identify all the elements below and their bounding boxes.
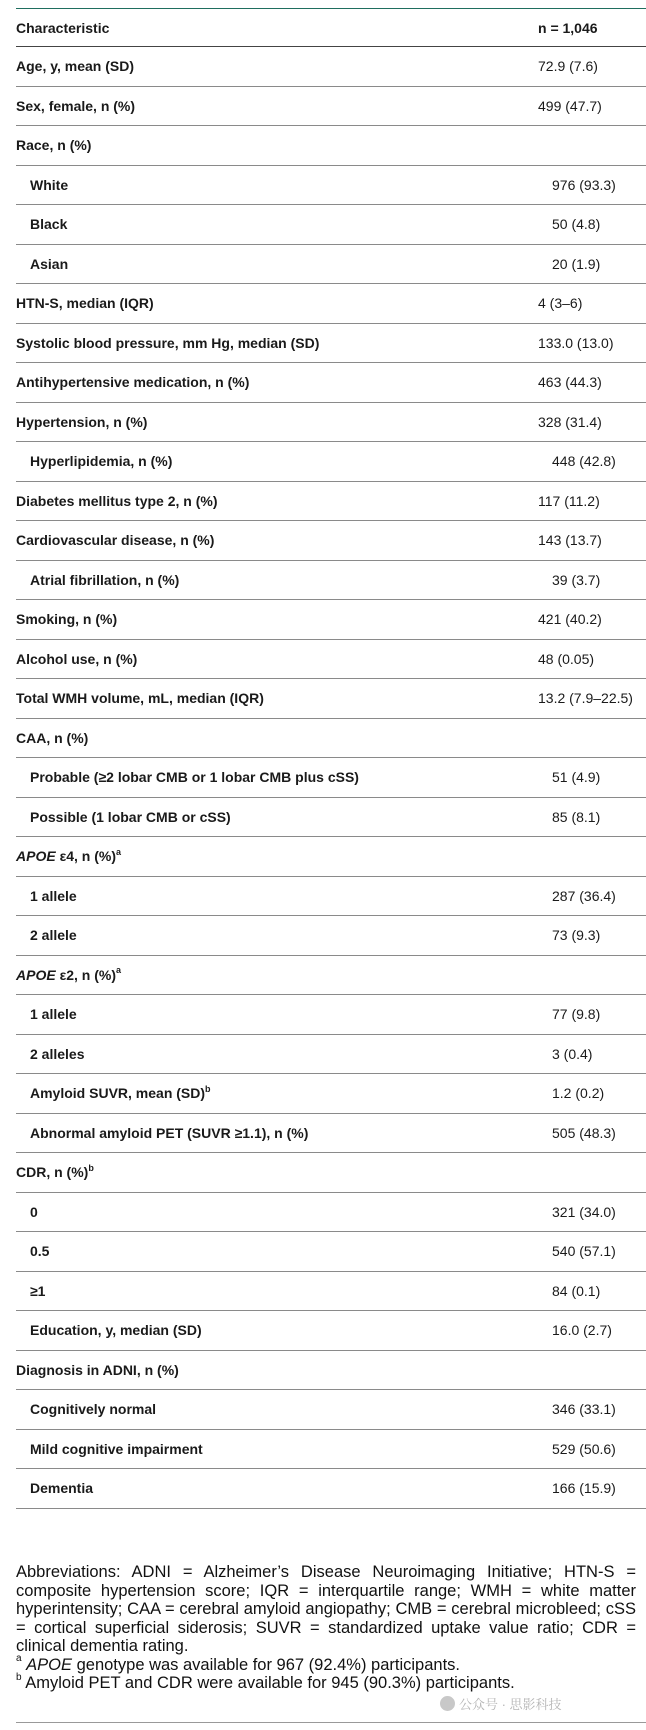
row-value: 143 (13.7) — [538, 532, 602, 549]
table-header-row — [16, 9, 646, 47]
table-row — [16, 1272, 646, 1312]
row-value: 51 (4.9) — [552, 769, 601, 786]
row-value: 50 (4.8) — [552, 216, 601, 233]
row-label: Antihypertensive medication, n (%) — [16, 374, 250, 391]
wechat-icon — [440, 1696, 455, 1711]
row-label: Alcohol use, n (%) — [16, 650, 138, 667]
row-label: Abnormal amyloid PET (SUVR ≥1.1), n (%) — [30, 1124, 309, 1141]
row-label: Age, y, mean (SD) — [16, 58, 134, 75]
table-row — [16, 87, 646, 127]
table-row — [16, 1114, 646, 1154]
table-row — [16, 995, 646, 1035]
row-value: 3 (0.4) — [552, 1045, 593, 1062]
row-label: Total WMH volume, mL, median (IQR) — [16, 690, 264, 707]
table-row — [16, 47, 646, 87]
row-label: 0.5 — [30, 1243, 50, 1260]
row-value: 287 (36.4) — [552, 887, 616, 904]
footnote-b — [16, 1671, 636, 1693]
row-value: 448 (42.8) — [552, 453, 616, 470]
table-row — [16, 403, 646, 443]
row-value: 84 (0.1) — [552, 1282, 601, 1299]
table-row — [16, 1074, 646, 1114]
table-row — [16, 521, 646, 561]
row-label: Asian — [30, 255, 69, 272]
row-value: 463 (44.3) — [538, 374, 602, 391]
row-label: Sex, female, n (%) — [16, 97, 136, 114]
row-value: 117 (11.2) — [538, 492, 600, 509]
table-row — [16, 1232, 646, 1272]
row-label: APOE ε4, n (%)$^a$ — [16, 846, 122, 865]
row-label: Diagnosis in ADNI, n (%) — [16, 1361, 179, 1378]
footnote-a — [16, 1653, 636, 1675]
row-label: Dementia — [30, 1480, 94, 1497]
row-value: 39 (3.7) — [552, 571, 601, 588]
table-row — [16, 442, 646, 482]
row-label: Probable (≥2 lobar CMB or 1 lobar CMB plus cSS) — [30, 769, 359, 786]
row-value: 166 (15.9) — [552, 1480, 616, 1497]
table-row — [16, 284, 646, 324]
row-label: White — [30, 176, 69, 193]
table-row — [16, 719, 646, 759]
row-value: 346 (33.1) — [552, 1401, 616, 1418]
footnote-a-gene: APOE — [26, 1655, 73, 1674]
table-row — [16, 561, 646, 601]
table-row — [16, 205, 646, 245]
row-label: Cardiovascular disease, n (%) — [16, 532, 215, 549]
row-value: 73 (9.3) — [552, 927, 601, 944]
row-label: Race, n (%) — [16, 137, 92, 154]
table-body — [16, 47, 646, 1509]
row-label: Mild cognitive impairment — [30, 1440, 203, 1457]
footnote-b-marker: b — [16, 1671, 22, 1683]
table-row — [16, 482, 646, 522]
row-label: 2 allele — [30, 927, 77, 944]
row-value: 505 (48.3) — [552, 1124, 616, 1141]
row-value: 4 (3–6) — [538, 295, 583, 312]
row-value: 16.0 (2.7) — [552, 1322, 612, 1339]
table-row — [16, 679, 646, 719]
row-value: 1.2 (0.2) — [552, 1085, 605, 1102]
table-bottom-rule — [16, 1722, 646, 1723]
table-row — [16, 956, 646, 996]
footnote-b-text: Amyloid PET and CDR were available for 945 (90.3%) participants. — [21, 1674, 515, 1692]
row-value: 976 (93.3) — [552, 176, 616, 193]
row-label: Atrial fibrillation, n (%) — [30, 571, 180, 588]
table-row — [16, 837, 646, 877]
table-row — [16, 877, 646, 917]
row-label: Amyloid SUVR, mean (SD)$^b$ — [30, 1083, 211, 1102]
row-label: Education, y, median (SD) — [30, 1322, 202, 1339]
abbreviations-note: Abbreviations: ADNI = Alzheimer’s Disease Neuroimaging Initiative; HTN-S = composite hypertension score; IQR = interquartile range; WMH = white matter hyperintensity; CAA = cerebral amyloid angiopathy; CMB = cerebral microbleed; cSS = cortical superficial siderosis; SUVR = standardized uptake value ratio; CDR = clinical dementia rating. — [16, 1563, 636, 1655]
footnote-a-marker: a — [16, 1653, 22, 1664]
row-value: 421 (40.2) — [538, 611, 602, 628]
table-row — [16, 126, 646, 166]
row-value: 328 (31.4) — [538, 413, 602, 430]
row-label: CDR, n (%)$^b$ — [16, 1162, 94, 1181]
row-value: 529 (50.6) — [552, 1440, 616, 1457]
row-value: 48 (0.05) — [538, 650, 595, 667]
row-label: CAA, n (%) — [16, 729, 89, 746]
row-label: 2 alleles — [30, 1045, 85, 1062]
row-label: Cognitively normal — [30, 1401, 157, 1418]
table-row — [16, 1035, 646, 1075]
table-row — [16, 1153, 646, 1193]
row-label: 1 allele — [30, 887, 77, 904]
row-value: 499 (47.7) — [538, 97, 602, 114]
row-value: 85 (8.1) — [552, 808, 601, 825]
row-label: Systolic blood pressure, mm Hg, median (SD) — [16, 334, 320, 351]
row-value: 13.2 (7.9–22.5) — [538, 690, 633, 707]
row-label: ≥1 — [30, 1282, 46, 1299]
table-row — [16, 600, 646, 640]
row-value: 321 (34.0) — [552, 1203, 616, 1220]
row-label: Hypertension, n (%) — [16, 413, 148, 430]
row-label: 1 allele — [30, 1006, 77, 1023]
table-row — [16, 1430, 646, 1470]
characteristics-table — [16, 9, 646, 1509]
row-value: 20 (1.9) — [552, 255, 601, 272]
row-label: Diabetes mellitus type 2, n (%) — [16, 492, 218, 509]
row-label: HTN-S, median (IQR) — [16, 295, 154, 312]
table-row — [16, 758, 646, 798]
header-value: n = 1,046 — [538, 19, 598, 36]
row-label: Black — [30, 216, 68, 233]
row-label: APOE ε2, n (%)$^a$ — [16, 965, 122, 983]
table-row — [16, 363, 646, 403]
row-value: 77 (9.8) — [552, 1006, 601, 1023]
table-footnotes — [16, 1563, 636, 1693]
table-row — [16, 1193, 646, 1233]
table-row — [16, 1311, 646, 1351]
row-label: Smoking, n (%) — [16, 611, 118, 628]
table-row — [16, 1351, 646, 1391]
table-row — [16, 916, 646, 956]
table-row — [16, 1469, 646, 1509]
row-label: Hyperlipidemia, n (%) — [30, 453, 173, 470]
table-row — [16, 798, 646, 838]
table-row — [16, 1390, 646, 1430]
row-value: 72.9 (7.6) — [538, 58, 598, 75]
row-label: 0 — [30, 1203, 38, 1220]
row-value: 133.0 (13.0) — [538, 334, 614, 351]
table-row — [16, 166, 646, 206]
row-value: 540 (57.1) — [552, 1243, 616, 1260]
header-characteristic: Characteristic — [16, 19, 110, 36]
row-label: Possible (1 lobar CMB or cSS) — [30, 808, 231, 825]
watermark-text: 公众号 · 思影科技 — [459, 1697, 562, 1712]
footnote-a-text: genotype was available for 967 (92.4%) participants. — [72, 1655, 460, 1674]
table-row — [16, 245, 646, 285]
table-row — [16, 324, 646, 364]
table-row — [16, 640, 646, 680]
watermark — [440, 1694, 562, 1713]
